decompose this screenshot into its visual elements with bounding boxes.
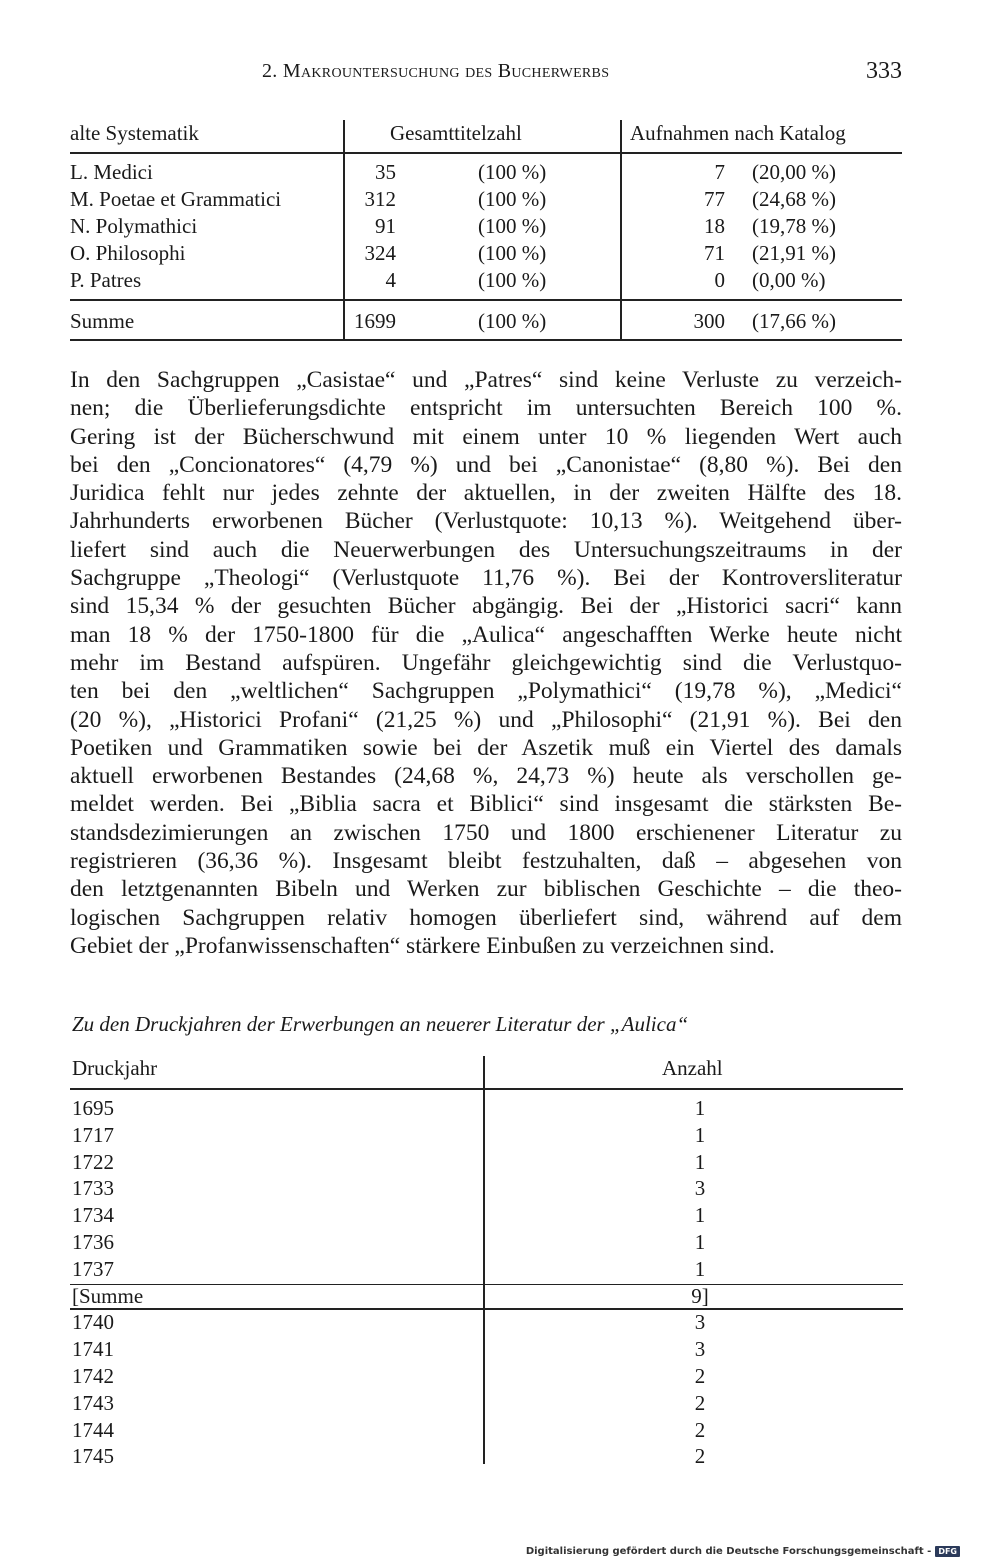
table1-row-title: O. Philosophi <box>70 241 186 265</box>
table1-row-title: L. Medici <box>70 160 153 184</box>
table1-sum-total-pct: (100 %) <box>478 309 547 333</box>
table2-column-divider <box>483 1056 485 1464</box>
body-line: bei den „Concionatores“ (4,79 %) und bei „Canonistae“ (8,80 %). Bei den <box>70 451 902 478</box>
body-line: liefert sind auch die Neuerwerbungen des Untersuchungszeitraums in der <box>70 536 902 563</box>
table2-header-year: Druckjahr <box>72 1056 158 1080</box>
table2-row-year: 1740 <box>72 1310 114 1335</box>
table2-row-count: 1 <box>694 1203 706 1228</box>
dfg-logo: DFG <box>935 1546 960 1557</box>
body-line: meldet werden. Bei „Biblia sacra et Biblici“ sind insgesamt die stärksten Be- <box>70 791 902 818</box>
table1-row-total: 4 <box>385 268 396 292</box>
body-line: standsdezimierungen an zwischen 1750 und 1800 erschienener Literatur zu <box>70 819 902 846</box>
table1-header-total: Gesamttitelzahl <box>390 121 522 145</box>
table2-row-year: 1695 <box>72 1096 114 1120</box>
table1-row-catalog: 71 <box>704 241 725 265</box>
table1-sum-catalog: 300 <box>693 309 725 333</box>
table2-row-count: 2 <box>694 1364 706 1388</box>
table1-row-catalog: 7 <box>714 160 725 184</box>
table1-header-systematik: alte Systematik <box>70 121 199 145</box>
table2-row-count: 1 <box>694 1149 706 1174</box>
body-line: Sachgruppe „Theologi“ (Verlustquote 11,76 %). Bei der Kontroversliteratur <box>70 565 902 592</box>
body-line: ten bei den „weltlichen“ Sachgruppen „Polymathici“ (19,78 %), „Medici“ <box>70 678 902 705</box>
table2-row-year: 1741 <box>72 1337 114 1362</box>
table2-sum-rule-bottom <box>70 1308 903 1310</box>
body-line: logischen Sachgruppen relativ homogen überliefert sind, während auf dem <box>70 904 902 931</box>
table2-sum-count: 9] <box>691 1283 709 1308</box>
body-line: sind 15,34 % der gesuchten Bücher abgängig. Bei der „Historici sacri“ kann <box>70 593 902 620</box>
table2-row-count: 2 <box>694 1417 706 1442</box>
body-line: den letztgenannten Bibeln und Werken zur biblischen Geschichte – die theo- <box>70 876 902 903</box>
table2-row-year: 1742 <box>72 1364 114 1388</box>
body-line: mehr im Bestand aufspüren. Ungefähr gleichgewichtig sind die Verlustquo- <box>70 649 902 676</box>
table1-row-title: P. Patres <box>70 268 142 292</box>
table2-row-count: 1 <box>694 1256 706 1281</box>
digitization-footer <box>526 1546 960 1557</box>
body-line: registrieren (36,36 %). Insgesamt bleibt festzuhalten, daß – abgesehen von <box>70 848 902 875</box>
table2-row-count: 2 <box>694 1390 706 1415</box>
table1-sum-catalog-pct: (17,66 %) <box>752 309 836 333</box>
table1-row-total: 324 <box>364 241 396 265</box>
footer-text: Digitalisierung gefördert durch die Deutsche Forschungsgemeinschaft - <box>525 1546 932 1557</box>
table1-row-catalog: 18 <box>704 214 725 238</box>
table1-row-total: 35 <box>375 160 396 184</box>
table2-sum-label: [Summe <box>72 1283 144 1308</box>
table2-caption: Zu den Druckjahren der Erwerbungen an neuerer Literatur der „Aulica“ <box>72 1012 689 1036</box>
table2-row-year: 1722 <box>72 1149 114 1174</box>
table1-row-catalog-pct: (24,68 %) <box>752 187 836 211</box>
body-line: man 18 % der 1750-1800 für die „Aulica“ angeschafften Werke heute nicht <box>70 621 902 648</box>
table2-row-count: 2 <box>694 1444 706 1469</box>
table1-sum-total: 1699 <box>354 309 396 333</box>
table2-row-year: 1745 <box>72 1444 114 1469</box>
table1-row-total-pct: (100 %) <box>478 187 547 211</box>
body-line: Jahrhunderts erworbenen Bücher (Verlustquote: 10,13 %). Weitgehend über- <box>70 508 902 535</box>
table1-row-catalog-pct: (21,91 %) <box>752 241 836 265</box>
table2-row-count: 1 <box>694 1096 706 1120</box>
table2-row-year: 1734 <box>72 1203 114 1228</box>
table1-row-title: N. Polymathici <box>70 214 198 238</box>
body-line: Gebiet der „Profanwissenschaften“ stärkere Einbußen zu verzeichnen sind. <box>70 932 775 959</box>
table2-header-rule <box>70 1088 903 1090</box>
table2-row-count: 1 <box>694 1230 706 1254</box>
table1-row-catalog-pct: (20,00 %) <box>752 160 836 184</box>
table2-row-year: 1737 <box>72 1256 114 1281</box>
table2-row-count: 3 <box>694 1310 706 1335</box>
table1-header-rule <box>70 152 902 154</box>
table2-sum-rule-top <box>70 1284 903 1286</box>
table1-bottom-rule <box>70 339 902 341</box>
body-line: Gering ist der Bücherschwund mit einem unter 10 % liegenden Wert auch <box>70 423 902 450</box>
table2-row-year: 1717 <box>72 1122 114 1147</box>
running-header <box>262 58 902 90</box>
table1-row-catalog-pct: (19,78 %) <box>752 214 836 238</box>
body-paragraph <box>70 366 902 960</box>
body-line: In den Sachgruppen „Casistae“ und „Patres“ sind keine Verluste zu verzeich- <box>70 367 902 393</box>
running-title: 2. Makrountersuchung des Bucherwerbs <box>262 60 610 82</box>
table1-sum-label: Summe <box>70 309 135 333</box>
table1-row-total-pct: (100 %) <box>478 268 547 292</box>
table1-row-total-pct: (100 %) <box>478 241 547 265</box>
table1-header-catalog: Aufnahmen nach Katalog <box>630 121 846 145</box>
table2-header-count: Anzahl <box>662 1056 723 1080</box>
table1-row-total-pct: (100 %) <box>478 160 547 184</box>
table2-row-count: 1 <box>694 1122 706 1147</box>
body-line: Poetiken und Grammatiken sowie bei der Aszetik muß ein Viertel des damals <box>70 734 902 761</box>
table2-row-count: 3 <box>694 1337 706 1362</box>
table1-row-total: 312 <box>364 187 396 211</box>
body-line: (20 %), „Historici Profani“ (21,25 %) und „Philosophi“ (21,91 %). Bei den <box>70 706 902 733</box>
page-number: 333 <box>866 58 902 84</box>
table2-row-year: 1744 <box>72 1417 114 1442</box>
table1-sum-rule <box>70 299 902 301</box>
body-line: nen; die Überlieferungsdichte entspricht im untersuchten Bereich 100 %. <box>70 395 902 422</box>
table1-row-catalog: 0 <box>714 268 725 292</box>
table1-row-total-pct: (100 %) <box>478 214 547 238</box>
body-line: Juridica fehlt nur jedes zehnte der aktuellen, in der zweiten Hälfte des 18. <box>70 480 902 507</box>
table1-row-total: 91 <box>375 214 396 238</box>
table2-row-year: 1736 <box>72 1230 114 1254</box>
table1-row-catalog: 77 <box>704 187 725 211</box>
druckjahr-table <box>70 1052 905 1472</box>
systematik-table <box>70 110 902 350</box>
table2-row-year: 1733 <box>72 1176 114 1201</box>
table2-row-count: 3 <box>694 1176 706 1201</box>
body-line: aktuell erworbenen Bestandes (24,68 %, 24,73 %) heute als verschollen ge- <box>70 763 902 790</box>
table2-row-year: 1743 <box>72 1390 114 1415</box>
table1-row-title: M. Poetae et Grammatici <box>70 187 282 211</box>
table1-row-catalog-pct: (0,00 %) <box>752 268 826 292</box>
